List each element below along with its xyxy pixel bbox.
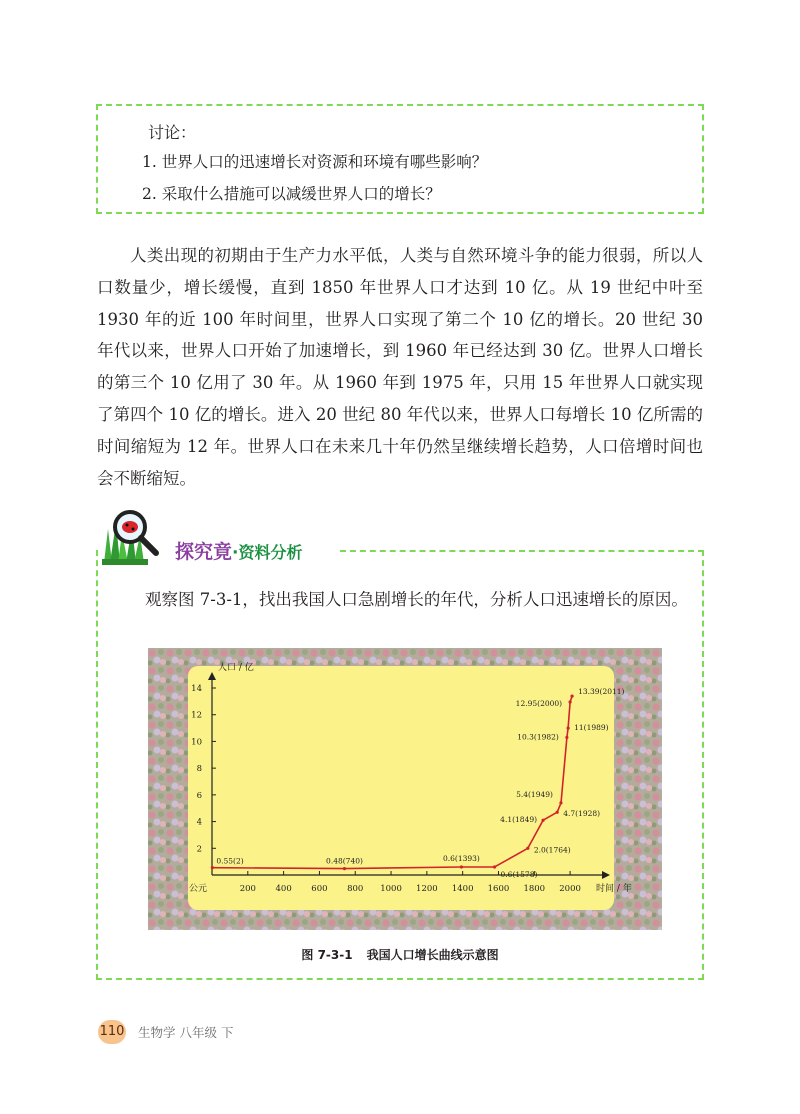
data-label: 0.6(1578) xyxy=(500,869,538,879)
x-tick-label: 1200 xyxy=(416,884,438,894)
data-label: 0.48(740) xyxy=(326,856,363,866)
explore-heading-sub: 资料分析 xyxy=(238,543,303,562)
x-tick-label: 1600 xyxy=(487,884,510,894)
body-paragraph xyxy=(97,240,703,494)
explore-heading-dot: · xyxy=(232,543,239,563)
data-point xyxy=(343,867,346,870)
data-point xyxy=(567,726,570,729)
population-chart xyxy=(148,648,662,930)
x-tick-label: 1400 xyxy=(451,884,474,894)
y-tick-label: 6 xyxy=(196,790,202,801)
x-axis-label: 时间 / 年 xyxy=(596,884,632,894)
data-point xyxy=(565,736,568,739)
data-point xyxy=(559,801,562,804)
data-point xyxy=(570,695,573,698)
x-tick-label: 2000 xyxy=(559,884,581,894)
data-label: 4.1(1849) xyxy=(500,815,538,825)
data-label: 0.6(1393) xyxy=(442,853,480,863)
explore-instructions-text: 观察图 7-3-1，找出我国人口急剧增长的年代，分析人口迅速增长的原因。 xyxy=(145,590,688,609)
data-label: 11(1989) xyxy=(574,723,609,733)
body-paragraph-text: 人类出现的初期由于生产力水平低，人类与自然环境斗争的能力很弱，所以人口数量少，增长缓慢，直到 1850 年世界人口才达到 10 亿。从 19 世纪中叶至 1930 年的近 100 年时间里，世界人口实现了第二个 10 亿的增长。20 世纪 30 年代以来，世界人口开始了加速增长，到 1960 年已经达到 30 亿。世界人口增长的第三个 10 亿用了 30 年。从 1960 年到 1975 年，只用 15 年世界人口就实现了第四个 10 亿的增长。进入 20 世纪 80 年代以来，世界人口每增长 10 亿所需的时间缩短为 12 年。世界人口在未来几十年仍然呈继续增长趋势，人口倍增时间也会不断缩短。 xyxy=(97,246,703,488)
magnifier-ladybug-icon xyxy=(100,505,172,565)
discussion-question-2: 2. 采取什么措施可以减缓世界人口的增长？ xyxy=(142,185,441,203)
y-tick-label: 4 xyxy=(196,817,202,828)
explore-box-top-border xyxy=(340,550,704,552)
explore-heading-main: 探究竟 xyxy=(175,541,233,563)
data-label: 13.39(2011) xyxy=(578,687,625,697)
x-tick-label: 1000 xyxy=(380,884,402,894)
x-tick-label: 800 xyxy=(347,884,364,894)
x-tick-label: 200 xyxy=(239,884,256,894)
y-tick-label: 10 xyxy=(191,737,202,748)
data-point xyxy=(526,847,529,850)
book-title: 生物学 八年级 下 xyxy=(138,1025,234,1040)
y-tick-label: 2 xyxy=(196,844,202,855)
x-origin-label: 公元 xyxy=(188,884,208,894)
discussion-box xyxy=(96,104,704,214)
data-label: 12.95(2000) xyxy=(515,699,563,709)
page-number: 110 xyxy=(98,1020,126,1044)
discussion-title: 讨论： xyxy=(148,123,197,142)
data-label: 2.0(1764) xyxy=(533,845,571,855)
data-point xyxy=(541,819,544,822)
data-point xyxy=(211,866,214,869)
data-point xyxy=(460,865,463,868)
figure-caption-text: 我国人口增长曲线示意图 xyxy=(366,948,499,962)
figure-caption-number: 图 7-3-1 xyxy=(301,948,353,962)
data-label: 5.4(1949) xyxy=(516,789,553,799)
explore-instructions xyxy=(97,584,697,615)
y-tick-label: 14 xyxy=(191,684,202,694)
discussion-question-1: 1. 世界人口的迅速增长对资源和环境有哪些影响？ xyxy=(142,153,488,171)
y-axis-label: 人口 / 亿 xyxy=(218,663,254,673)
data-point xyxy=(493,865,496,868)
x-tick-label: 1800 xyxy=(523,884,546,894)
data-point xyxy=(556,811,559,814)
data-label: 10.3(1982) xyxy=(517,732,559,742)
figure-caption xyxy=(0,946,800,963)
y-tick-label: 12 xyxy=(191,710,202,721)
y-tick-label: 8 xyxy=(196,764,202,775)
x-tick-label: 600 xyxy=(311,884,328,894)
x-tick-label: 400 xyxy=(275,884,292,894)
data-label: 0.55(2) xyxy=(216,856,244,866)
explore-heading xyxy=(175,537,303,564)
data-label: 4.7(1928) xyxy=(563,809,601,819)
data-point xyxy=(568,700,571,703)
